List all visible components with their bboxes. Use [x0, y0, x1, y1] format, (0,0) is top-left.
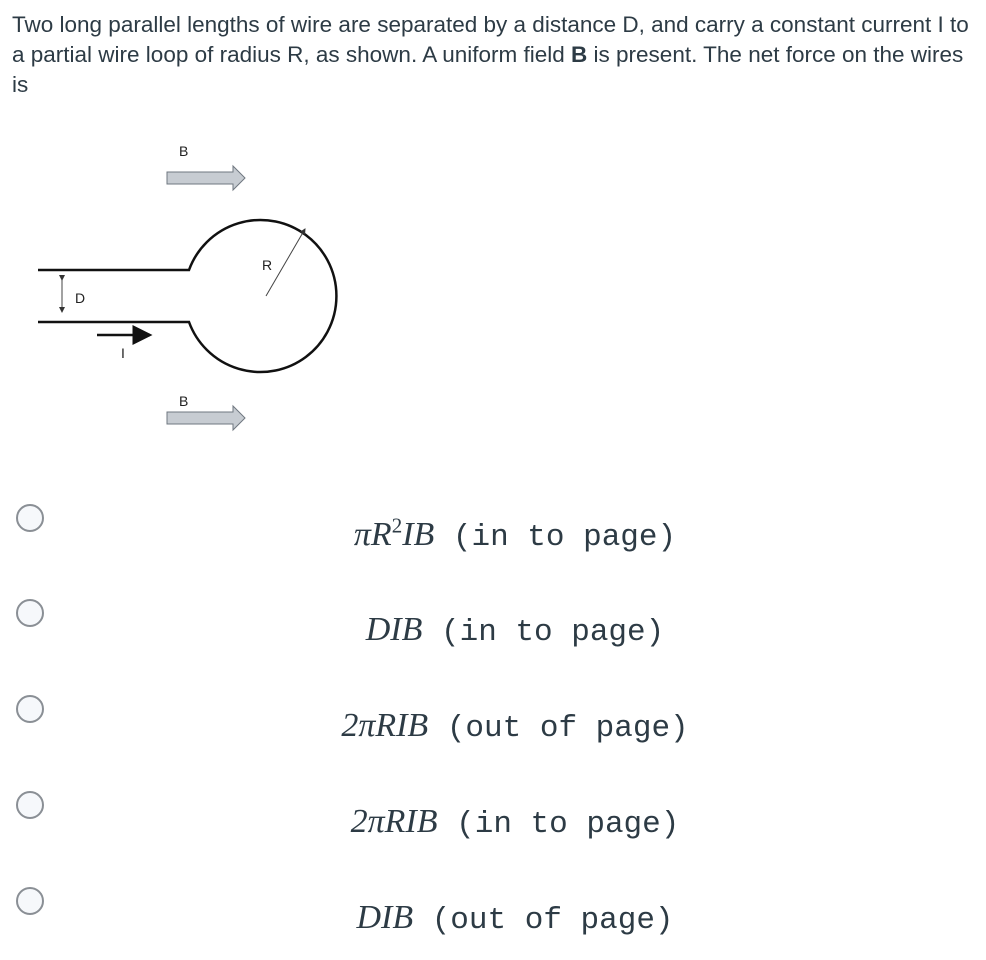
label-d: D — [75, 290, 86, 306]
answer-label — [300, 513, 730, 555]
answer-option-2[interactable] — [0, 597, 986, 657]
answer-option-5[interactable] — [0, 885, 986, 945]
answer-math: 2πRIB — [350, 803, 438, 840]
answer-math: πR — [353, 516, 392, 553]
label-i: I — [121, 345, 125, 361]
answer-math: DIB — [356, 899, 414, 936]
answer-direction: (in to page) — [437, 807, 680, 842]
answer-option-3[interactable] — [0, 693, 986, 753]
question-text — [12, 10, 977, 100]
answer-label — [300, 611, 730, 650]
answer-math: 2πRIB — [341, 707, 429, 744]
question-part2: is present. The net force on the wires is — [12, 42, 964, 97]
answer-direction: (out of page) — [413, 903, 674, 938]
label-r: R — [262, 257, 273, 273]
answer-direction: (in to page) — [422, 615, 665, 650]
label-b-top: B — [179, 143, 189, 159]
answer-label — [300, 803, 730, 842]
answer-math: DIB — [365, 611, 423, 648]
label-b-bottom: B — [179, 393, 189, 409]
answer-exponent: 2 — [391, 513, 403, 538]
radio-button[interactable] — [16, 504, 44, 532]
answer-math-suffix: IB — [402, 516, 435, 553]
answer-option-1[interactable] — [0, 502, 986, 562]
radio-button[interactable] — [16, 599, 44, 627]
wire-loop-diagram — [0, 120, 400, 450]
question-bold-b: B — [571, 42, 588, 67]
radio-button[interactable] — [16, 695, 44, 723]
question-part1: Two long parallel lengths of wire are separated by a distance D, and carry a constant current I to a partial wire loop of radius R, as shown. A uniform field — [12, 12, 969, 67]
radio-button[interactable] — [16, 887, 44, 915]
answer-option-4[interactable] — [0, 789, 986, 849]
answer-direction: (out of page) — [428, 711, 689, 746]
radio-button[interactable] — [16, 791, 44, 819]
answer-direction: (in to page) — [434, 520, 677, 555]
answer-label — [300, 899, 730, 938]
answer-label — [300, 707, 730, 746]
field-arrow-bottom — [167, 406, 245, 430]
field-arrow-top — [167, 166, 245, 190]
